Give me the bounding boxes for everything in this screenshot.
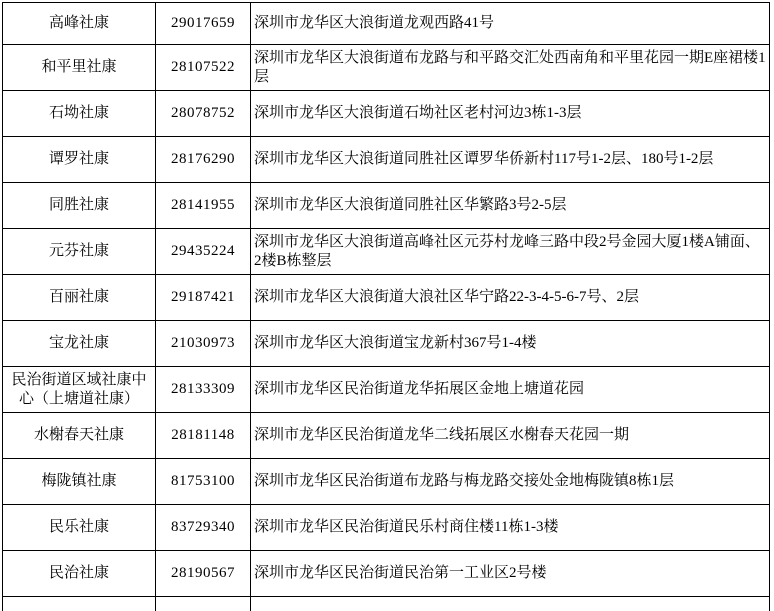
name-cell: 和平里社康 bbox=[3, 45, 156, 91]
table-row bbox=[3, 229, 770, 275]
name-cell: 同胜社康 bbox=[3, 183, 156, 229]
phone-cell: 28141955 bbox=[156, 183, 251, 229]
phone-cell: 28133309 bbox=[156, 367, 251, 413]
name-cell: 水榭春天社康 bbox=[3, 413, 156, 459]
address-cell: 深圳市龙华区大浪街道石坳社区老村河边3栋1-3层 bbox=[251, 91, 770, 137]
name-cell: 元芬社康 bbox=[3, 229, 156, 275]
partial-next-row bbox=[3, 597, 770, 611]
address-cell: 深圳市龙华区大浪街道同胜社区谭罗华侨新村117号1-2层、180号1-2层 bbox=[251, 137, 770, 183]
phone-cell: 28190567 bbox=[156, 551, 251, 597]
table-row bbox=[3, 137, 770, 183]
table-row bbox=[3, 321, 770, 367]
address-cell: 深圳市龙华区大浪街道布龙路与和平路交汇处西南角和平里花园一期E座裙楼1层 bbox=[251, 45, 770, 91]
phone-cell: 28078752 bbox=[156, 91, 251, 137]
address-cell: 深圳市龙华区民治街道龙华拓展区金地上塘道花园 bbox=[251, 367, 770, 413]
phone-cell: 81753100 bbox=[156, 459, 251, 505]
address-cell: 深圳市龙华区大浪街道大浪社区华宁路22-3-4-5-6-7号、2层 bbox=[251, 275, 770, 321]
address-cell: 深圳市龙华区民治街道民乐村商住楼11栋1-3楼 bbox=[251, 505, 770, 551]
health-center-table bbox=[2, 2, 770, 611]
table-row bbox=[3, 91, 770, 137]
name-cell: 百丽社康 bbox=[3, 275, 156, 321]
phone-cell: 21030973 bbox=[156, 321, 251, 367]
address-cell: 深圳市龙华区大浪街道同胜社区华繁路3号2-5层 bbox=[251, 183, 770, 229]
address-cell: 深圳市龙华区大浪街道宝龙新村367号1-4楼 bbox=[251, 321, 770, 367]
table-row bbox=[3, 45, 770, 91]
name-cell: 宝龙社康 bbox=[3, 321, 156, 367]
phone-cell: 28181148 bbox=[156, 413, 251, 459]
address-cell: 深圳市龙华区民治街道龙华二线拓展区水榭春天花园一期 bbox=[251, 413, 770, 459]
phone-cell: 29017659 bbox=[156, 3, 251, 45]
name-cell: 石坳社康 bbox=[3, 91, 156, 137]
table-row bbox=[3, 275, 770, 321]
address-cell: 深圳市龙华区民治街道布龙路与梅龙路交接处金地梅陇镇8栋1层 bbox=[251, 459, 770, 505]
phone-cell bbox=[156, 597, 251, 611]
table-row bbox=[3, 459, 770, 505]
address-cell: 深圳市龙华区大浪街道高峰社区元芬村龙峰三路中段2号金园大厦1楼A铺面、2楼B栋整层 bbox=[251, 229, 770, 275]
phone-cell: 29187421 bbox=[156, 275, 251, 321]
name-cell: 民治社康 bbox=[3, 551, 156, 597]
table-row bbox=[3, 413, 770, 459]
name-cell: 民治街道区域社康中心（上塘道社康） bbox=[3, 367, 156, 413]
name-cell: 梅陇镇社康 bbox=[3, 459, 156, 505]
table-row bbox=[3, 551, 770, 597]
name-cell: 谭罗社康 bbox=[3, 137, 156, 183]
phone-cell: 29435224 bbox=[156, 229, 251, 275]
table-row bbox=[3, 505, 770, 551]
table-body bbox=[3, 3, 770, 611]
name-cell: 民乐社康 bbox=[3, 505, 156, 551]
address-cell: 深圳市龙华区大浪街道龙观西路41号 bbox=[251, 3, 770, 45]
address-cell bbox=[251, 597, 770, 611]
phone-cell: 28107522 bbox=[156, 45, 251, 91]
table-row bbox=[3, 367, 770, 413]
table-row bbox=[3, 3, 770, 45]
name-cell bbox=[3, 597, 156, 611]
address-cell: 深圳市龙华区民治街道民治第一工业区2号楼 bbox=[251, 551, 770, 597]
phone-cell: 83729340 bbox=[156, 505, 251, 551]
phone-cell: 28176290 bbox=[156, 137, 251, 183]
name-cell: 高峰社康 bbox=[3, 3, 156, 45]
table-row bbox=[3, 183, 770, 229]
